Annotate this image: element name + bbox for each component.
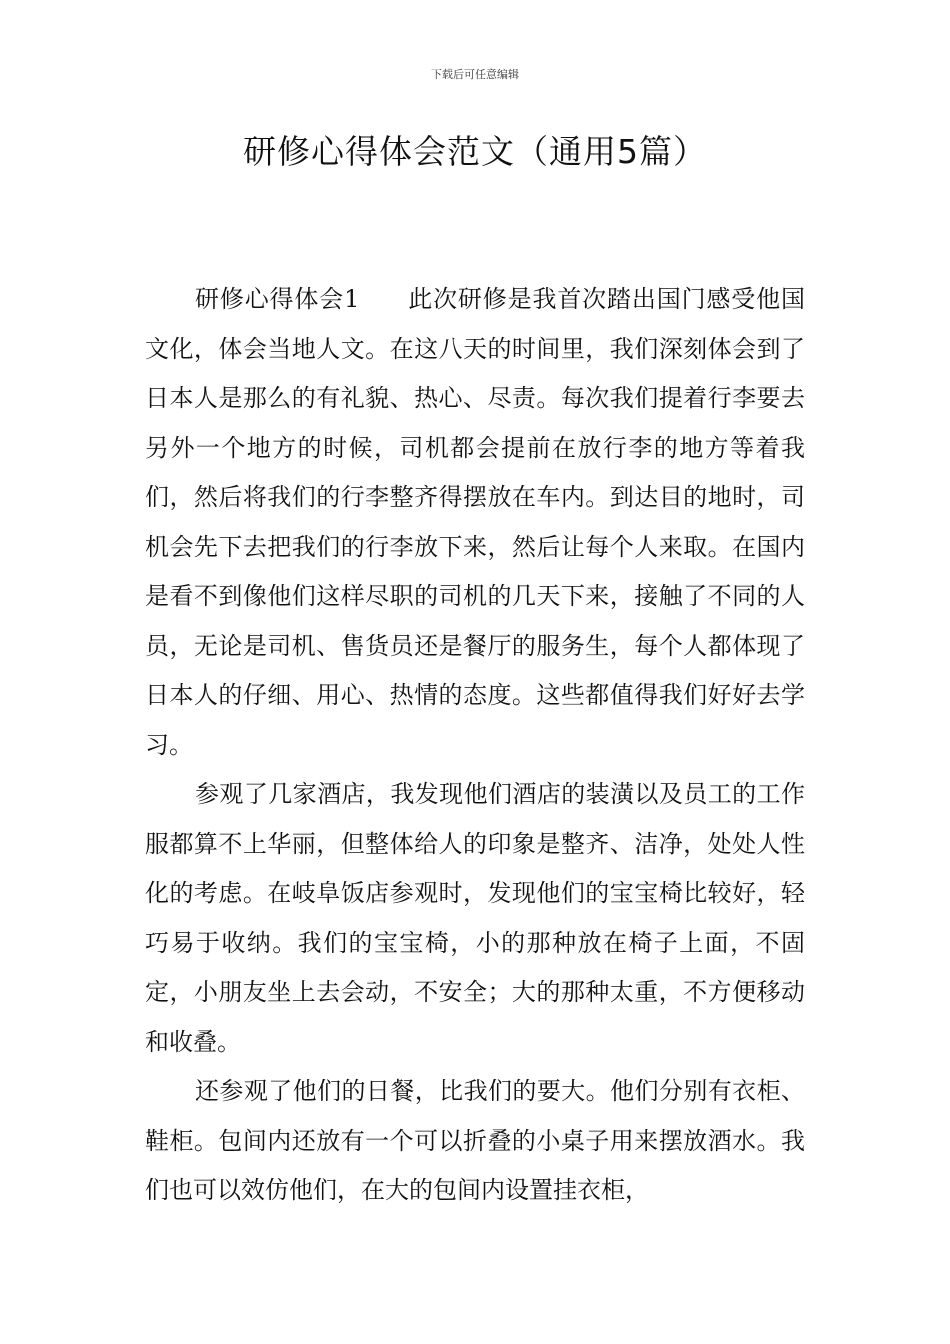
- section-label: 研修心得体会1: [195, 285, 360, 313]
- document-title: 研修心得体会范文（通用5篇）: [243, 132, 707, 171]
- paragraph-2: 参观了几家酒店，我发现他们酒店的装潢以及员工的工作服都算不上华丽，但整体给人的印象是整齐、洁净，处处人性化的考虑。在岐阜饭店参观时，发现他们的宝宝椅比较好，轻巧易于收纳。我们的宝宝椅，小的那种放在椅子上面，不固定，小朋友坐上去会动，不安全；大的那种太重，不方便移动和收叠。: [145, 780, 805, 1056]
- paragraph-3: 还参观了他们的日餐，比我们的要大。他们分别有衣柜、鞋柜。包间内还放有一个可以折叠的小桌子用来摆放酒水。我们也可以效仿他们，在大的包间内设置挂衣柜，: [145, 1077, 805, 1204]
- paragraph-1: [145, 275, 805, 770]
- document-body: [145, 275, 805, 1216]
- header-note: 下载后可任意编辑: [431, 68, 519, 81]
- paragraph-1-text: 此次研修是我首次踏出国门感受他国文化，体会当地人文。在这八天的时间里，我们深刻体会到了日本人是那么的有礼貌、热心、尽责。每次我们提着行李要去另外一个地方的时候，司机都会提前在放行李的地方等着我们，然后将我们的行李整齐得摆放在车内。到达目的地时，司机会先下去把我们的行李放下来，然后让每个人来取。在国内是看不到像他们这样尽职的司机的几天下来，接触了不同的人员，无论是司机、售货员还是餐厅的服务生，每个人都体现了日本人的仔细、用心、热情的态度。这些都值得我们好好去学习。: [145, 285, 805, 759]
